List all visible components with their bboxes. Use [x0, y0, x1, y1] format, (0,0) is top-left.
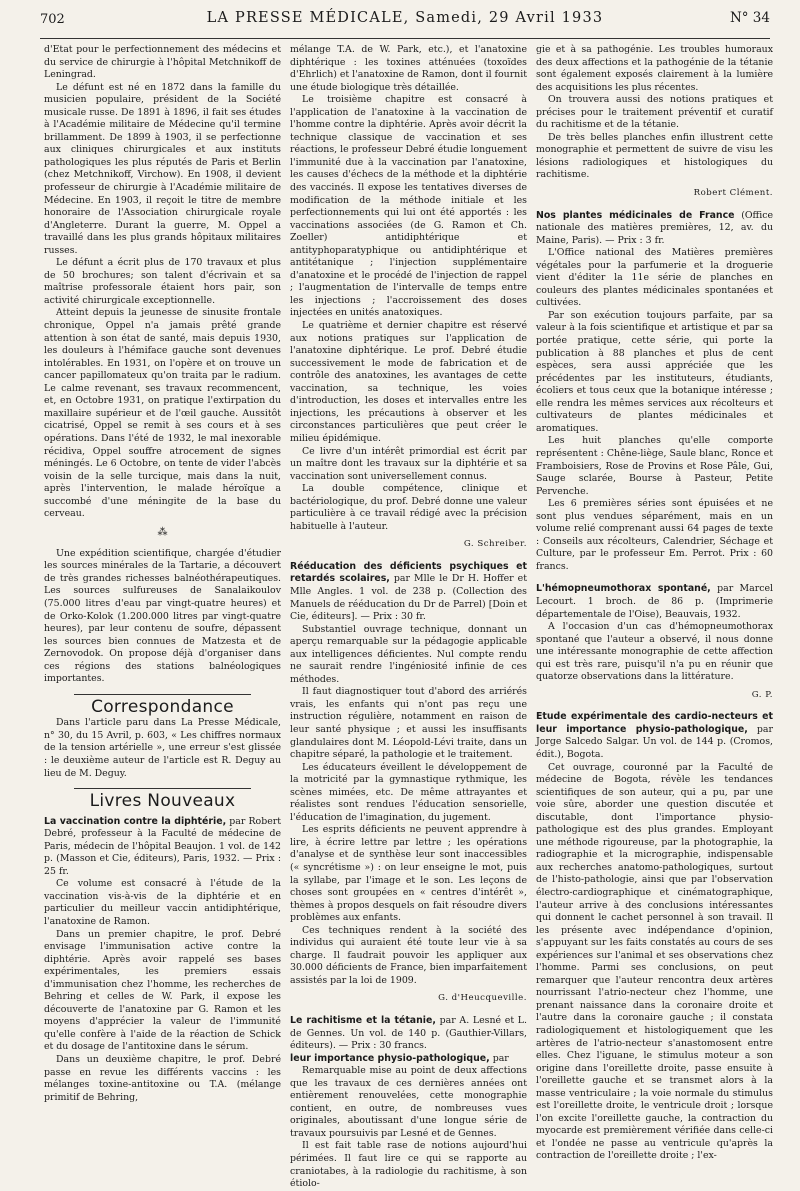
review-subheading [290, 1053, 527, 1066]
paragraph: Les 6 premières séries sont épuisées et ne sont plus vendues séparément, mais en un volume relié comprenant aussi 64 pages de texte : Conseils aux récolteurs, Calendrier, Séchage et Culture, par le professeur Em. Perrot. Prix : 60 francs. [536, 498, 773, 572]
paragraph: A l'occasion d'un cas d'hémopneumothorax spontané que l'auteur a observé, il nous donne une intéressante monographie de cette affection qui est très rare, puisqu'il n'a pu en réunir que quatorze observations dans la littérature. [536, 621, 773, 683]
book-title: La vaccination contre la diphtérie, [44, 815, 227, 827]
section-rule [74, 788, 251, 789]
review-signature: G. P. [751, 689, 773, 700]
review-signature: Robert Clément. [693, 188, 773, 199]
book-review [536, 711, 773, 1163]
review-signature: G. Schreiber. [463, 539, 527, 550]
book-title: L'hémopneumothorax spontané, [536, 583, 711, 595]
book-subtitle: leur importance physio-pathologique, [290, 1052, 490, 1064]
book-reference: par A. Lesné et L. de Gennes. Un vol. de 140 p. (Gauthier-Villars, éditeurs). — Prix : 30 francs. [290, 1015, 528, 1052]
paragraph: d'Etat pour le perfectionnement des médecins et du service de chirurgie à l'hôpital Metchnikoff de Leningrad. [44, 44, 281, 81]
book-review [290, 561, 527, 1005]
book-reference: par Robert Debré, professeur à la Faculté de médecine de Paris, médecin de l'hôpital Beaujon. 1 vol. de 142 p. (Masson et Cie, éditeurs), Paris, 1932. — Prix : 25 fr. [44, 815, 281, 877]
book-reference: par Mlle le Dr H. Hoffer et Mlle Angles. 1 vol. de 238 p. (Collection des Manuels de rééducation du Dr de Parrel) [Doin et Cie, éditeurs]. — Prix : 30 fr. [290, 573, 528, 623]
column-3 [536, 44, 774, 1162]
paragraph: Cet ouvrage, couronné par la Faculté de médecine de Bogota, révèle les tendances scientifiques de son auteur, qui a pu, par une voie sûre, aborder une question discutée et discutable, dont l'importance physio-pathologique est des plus grandes. Employant une méthode rigoureuse, par la photographie, la radiographie et la micrographie, indispensable aux recherches anatomo-pathologiques, surtout de l'histo-pathologie, ainsi que par l'observation électro-cardiographique et cinématographique, l'auteur arrive à des conclusions intéressantes qui donnent le cachet personnel à son travail. Il les présente avec indépendance d'opinion, s'appuyant sur les faits constatés au cours de ses expériences sur l'animal et ses observations chez l'homme. Parmi ses conclusions, on peut remarquer que l'auteur rencontra deux artères nourrissant l'atrio-necteur chez l'homme, une prenant naissance dans la coronaire droite et l'autre dans la coronaire gauche ; il constata radiologiquement et histologiquement que les artères de l'atrio-necteur s'anastomosent entre elles. Chez l'iguane, le stimulus moteur a son origine dans l'oreillette droite, passe ensuite à l'oreillette gauche et se transmet alors à la masse ventriculaire ; la voie normale du stimulus est l'oreillette droite, le ventricule droit ; lorsque l'on excite l'oreillette gauche, la contraction du myocarde est premièrement vérifiée dans celle-ci et l'ondée ne passe au ventricule qu'après la contraction de l'oreillette droite ; l'ex- [536, 761, 773, 1162]
book-review [536, 210, 773, 574]
paragraph: L'Office national des Matières premières végétales pour la parfumerie et la droguerie vient d'éditer la 11e série de planches en couleurs des plantes médicinales spontanées et cultivées. [536, 247, 773, 309]
paragraph: Le défunt est né en 1872 dans la famille du musicien populaire, président de la Société musicale russe. De 1891 à 1896, il fait ses études à l'Académie militaire de Médecine qu'il termine brillamment. De 1899 à 1903, il se perfectionne aux cliniques chirurgicales et aux instituts pathologiques les plus réputés de Paris et Berlin (chez Metchnikoff, Virchow). En 1908, il devient professeur de chirurgie à l'Académie militaire de Médecine. En 1903, il reçoit le titre de membre honoraire de l'Association chirurgicale royale d'Angleterre. Durant la guerre, M. Oppel a travaillé dans les plus grands hôpitaux militaires russes. [44, 81, 281, 256]
review-heading [290, 1015, 527, 1053]
column-1 [44, 44, 281, 1103]
review-signature: G. d'Heucqueville. [438, 993, 527, 1004]
paragraph: De très belles planches enfin illustrent cette monographie et permettent de suivre de visu les lésions radiologiques et histologiques du rachitisme. [536, 131, 773, 181]
paragraph: Ce livre d'un intérêt primordial est écrit par un maître dont les travaux sur la diphtérie et sa vaccination sont universellement connus. [290, 445, 527, 482]
header-rule [40, 38, 770, 39]
section-title-correspondance: Correspondance [91, 696, 234, 717]
issue-number: N° 34 [729, 10, 770, 26]
paragraph: Dans un premier chapitre, le prof. Debré envisage l'immunisation active contre la diphtérie. Après avoir rappelé ses bases expérimentales, les premiers essais d'immunisation chez l'homme, les recherches de Behring et celles de W. Park, il expose les découverte de l'anatoxine par G. Ramon et les moyens d'apprécier la valeur de l'immunité qu'elle confère à l'aide de la réaction de Schick et du dosage de l'antitoxine dans le sérum. [44, 928, 281, 1053]
paragraph: La double compétence, clinique et bactériologique, du prof. Debré donne une valeur particulière à ce travail rédigé avec la précision habituelle à l'auteur. [290, 483, 527, 532]
paragraph: Ces techniques rendent à la société des individus qui auraient été toute leur vie à sa charge. Il faudrait pouvoir les appliquer aux 30.000 déficients de France, bien imparfaitement assistés par la loi de 1909. [290, 924, 527, 986]
review-heading [44, 816, 281, 879]
paragraph: Il est fait table rase de notions aujourd'hui périmées. Il faut lire ce qui se rapporte au craniotabes, à la radiologie du rachitisme, à son étiolo- [290, 1140, 527, 1190]
page-header [40, 10, 770, 36]
paragraph: Les huit planches qu'elle comporte représentent : Chêne-liège, Saule blanc, Ronce et Framboisiers, Rose de Provins et Rose Pâle, Gui, Sauge sclarée, Bourse à Pasteur, Petite Pervenche. [536, 435, 773, 497]
paragraph: mélange T.A. de W. Park, etc.), et l'anatoxine diphtérique : les toxines atténuées (toxoïdes d'Ehrlich) et l'anatoxine de Ramon, dont il fournit une étude biologique très détaillée. [290, 44, 527, 93]
review-heading [536, 210, 773, 248]
journal-title: LA PRESSE MÉDICALE, Samedi, 29 Avril 1933 [206, 10, 604, 26]
asterism-separator: ⁂ [157, 526, 168, 538]
paragraph: Dans un deuxième chapitre, le prof. Debré passe en revue les différents vaccins : les mélanges toxine-antitoxine ou T.A. (mélange primitif de Behring, [44, 1054, 281, 1103]
paragraph: Le troisième chapitre est consacré à l'application de l'anatoxine à la vaccination de l'homme contre la diphtérie. Après avoir décrit la technique classique de vaccination et ses réactions, le professeur Debré étudie longuement l'immunité due à la vaccination par l'anatoxine, les causes d'échecs de la méthode et la diphtérie des vaccinés. Il expose les tentatives diverses de modification de la méthode initiale et les perfectionnements qui lui ont été apportés : les vaccinations associées (de G. Ramon et Ch. Zoeller) antidiphtérique et antityphoparatyphique ou antidiphtérique et antitétanique ; l'injection supplémentaire d'anatoxine et le procédé de l'injection de rappel ; l'augmentation de l'intervalle de temps entre les injections ; l'accroissement des doses injectées en unités anatoxiques. [290, 94, 527, 319]
paragraph: gie et à sa pathogénie. Les troubles humoraux des deux affections et la pathogénie de la tétanie sont également exposés clairement à la lumière des acquisitions les plus récentes. [536, 44, 773, 93]
paragraph: Atteint depuis la jeunesse de sinusite frontale chronique, Oppel n'a jamais prêté grande attention à son état de santé, mais depuis 1930, les douleurs à l'hémiface gauche sont devenues intolérables. En 1931, on l'opère et on trouve un cancer papillomateux qu'on traita par le radium. Le calme revenant, ses travaux recommencent, et, en Octobre 1931, on pratique l'extirpation du maxillaire supérieur et de l'œil gauche. Aussitôt cicatrisé, Oppel se remit à ses cours et à ses opérations. Dans l'été de 1932, le mal inexorable récidiva, Oppel souffre atrocement de signes méningés. Le 6 Octobre, on tente de vider l'abcès voisin de la selle turcique, mais dans la nuit, après l'intervention, le malade héroïque a succombé d'une méningite de la base du cerveau. [44, 307, 281, 520]
book-title: Le rachitisme et la tétanie, [290, 1015, 436, 1027]
paragraph: Substantiel ouvrage technique, donnant un aperçu remarquable sur la pédagogie applicable aux intelligences déficientes. Nul compte rendu ne saurait rendre l'ingéniosité infinie de ces méthodes. [290, 623, 527, 685]
correspondance-section [44, 694, 281, 780]
paragraph: Dans l'article paru dans La Presse Médicale, n° 30, du 15 Avril, p. 603, « Les chiffres normaux de la tension artérielle », une erreur s'est glissée : le deuxième auteur de l'article est R. Deguy au lieu de M. Deguy. [44, 717, 281, 779]
column-2 [290, 44, 528, 1190]
section-title-livres-nouveaux: Livres Nouveaux [89, 791, 236, 812]
review-heading [536, 711, 773, 761]
review-heading [536, 583, 773, 621]
book-review [290, 1015, 527, 1191]
paragraph: Remarquable mise au point de deux affections que les travaux de ces dernières années ont entièrement renouvelées, cette monographie contient, en outre, de nombreuses vues originales, aboutissant d'une longue série de travaux poursuivis par Lesné et de Gennes. [290, 1065, 527, 1139]
book-review [44, 816, 281, 1105]
livres-nouveaux-section [44, 788, 281, 812]
book-title: Nos plantes médicinales de France [536, 209, 735, 221]
book-reference: par Jorge Salcedo Salgar. Un vol. de 144 p. (Cromos, édit.), Bogota. [536, 723, 773, 760]
book-review [536, 583, 773, 701]
review-heading [290, 561, 527, 624]
book-title: Etude expérimentale des cardio-necteurs et leur importance physio-pathologique, [536, 711, 773, 735]
paragraph: Le quatrième et dernier chapitre est réservé aux notions pratiques sur l'application de l'anatoxine diphtérique. Le prof. Debré étudie successivement le mode de fabrication et de contrôle des anatoxines, les avantages de cette vaccination, sa technique, les voies d'introduction, les doses et intervalles entre les injections, les précautions à observer et les circonstances particulières que peut créer le milieu épidémique. [290, 320, 527, 444]
book-reference: (Office nationale des matières premières, 12, av. du Maine, Paris). — Prix : 3 fr. [536, 209, 774, 246]
paragraph: Ce volume est consacré à l'étude de la vaccination vis-à-vis de la diphtérie et en particulier du meilleur vaccin antidiphtérique, l'anatoxine de Ramon. [44, 878, 281, 927]
paragraph: Le défunt a écrit plus de 170 travaux et plus de 50 brochures; son talent d'écrivain et sa maîtrise professorale étaient hors pair, son activité chirurgicale exceptionnelle. [44, 257, 281, 306]
paragraph: Une expédition scientifique, chargée d'étudier les sources minérales de la Tartarie, a découvert de très grandes richesses balnéothérapeutiques. Les sources sulfureuses de Sanalaikoulov (75.000 litres d'eau par vingt-quatre heures) et de Orko-Kolok (1.200.000 litres par vingt-quatre heures), par leur contenu de soufre, dépassent les sources bien connues de Matzesta et de Zernovodok. On propose déjà d'organiser dans ces régions des stations balnéologiques importantes. [44, 547, 281, 685]
paragraph: Par son exécution toujours parfaite, par sa valeur à la fois scientifique et artistique et par sa portée pratique, cette série, qui porte la publication à 88 planches et plus de cent espèces, sera aussi appréciée que les précédentes par les instituteurs, étudiants, écoliers et tous ceux que la botanique intéresse ; elle rendra les mêmes services aux récolteurs et cultivateurs de plantes médicinales et aromatiques. [536, 309, 773, 434]
section-rule [74, 694, 251, 695]
book-title: Rééducation des déficients psychiques et retardés scolaires, [290, 560, 527, 585]
book-reference: par Marcel Lecourt. 1 broch. de 86 p. (Imprimerie départementale de l'Oise), Beauvais, 1932. [536, 583, 773, 620]
paragraph: Il faut diagnostiquer tout d'abord des arriérés vrais, les enfants qui n'ont pas reçu une instruction régulière, notamment en raison de leur santé physique ; et aussi les insuffisants glandulaires dont M. Léopold-Lévi traite, dans un chapitre séparé, la pathologie et le traitement. [290, 686, 527, 761]
book-subtitle-ref: par [492, 1052, 509, 1064]
page-number: 702 [40, 12, 65, 27]
paragraph: Les esprits déficients ne peuvent apprendre à lire, à écrire lettre par lettre ; les opérations d'analyse et de synthèse leur sont inaccessibles (« syncrétisme ») : on leur enseigne le mot, puis la syllabe, par l'image et le son. Les leçons de choses sont groupées en « centres d'intérêt », thèmes à propos desquels on fait résoudre divers problèmes aux enfants. [290, 824, 527, 924]
paragraph: Les éducateurs éveillent le développement de la motricité par la gymnastique rythmique, les scènes mimées, etc. De même attrayantes et réalistes sont rendues l'éducation sensorielle, l'éducation de l'imagination, du jugement. [290, 761, 527, 823]
paragraph: On trouvera aussi des notions pratiques et précises pour le traitement préventif et curatif du rachitisme et de la tétanie. [536, 94, 773, 131]
